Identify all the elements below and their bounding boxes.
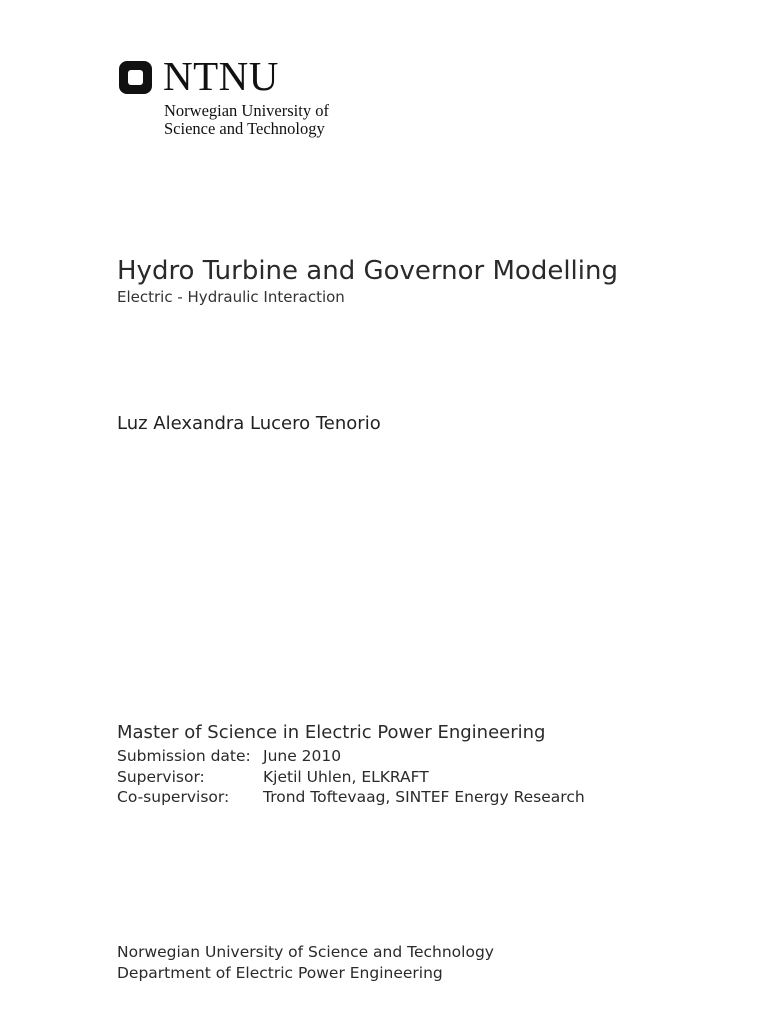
logo-wordmark: NTNU — [163, 53, 279, 99]
author-name: Luz Alexandra Lucero Tenorio — [117, 413, 381, 434]
thesis-title: Hydro Turbine and Governor Modelling — [117, 256, 618, 286]
submission-date-row — [117, 746, 341, 766]
supervisor-row — [117, 767, 429, 787]
co-supervisor-row — [117, 787, 585, 807]
ntnu-logo-icon — [119, 61, 152, 94]
submission-date-label: Submission date: — [117, 747, 251, 765]
co-supervisor-value: Trond Toftevaag, SINTEF Energy Research — [263, 788, 585, 806]
co-supervisor-label: Co-supervisor: — [117, 788, 230, 806]
thesis-subtitle: Electric - Hydraulic Interaction — [117, 288, 345, 306]
footer-university: Norwegian University of Science and Technology — [117, 943, 494, 961]
logo-subtitle-line2: Science and Technology — [164, 119, 325, 138]
supervisor-value: Kjetil Uhlen, ELKRAFT — [263, 768, 429, 786]
logo-subtitle-line1: Norwegian University of — [164, 101, 329, 120]
ntnu-logo — [119, 53, 419, 142]
submission-date-value: June 2010 — [263, 747, 342, 765]
footer-department: Department of Electric Power Engineering — [117, 964, 443, 982]
supervisor-label: Supervisor: — [117, 768, 205, 786]
degree-program: Master of Science in Electric Power Engineering — [117, 722, 546, 743]
